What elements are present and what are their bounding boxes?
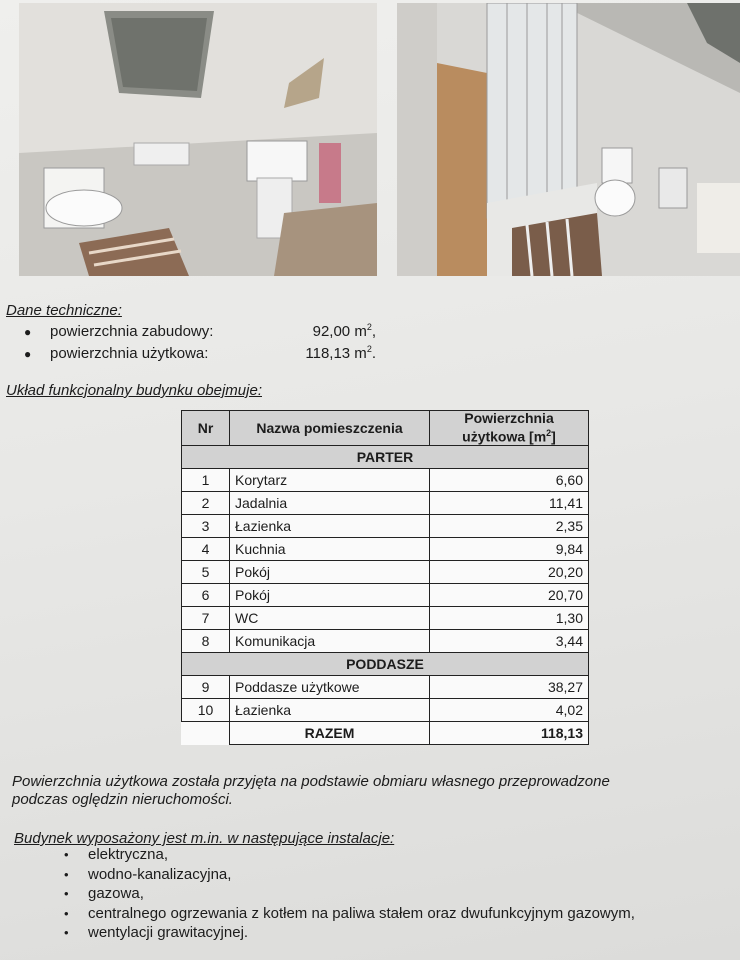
list-item: • elektryczna, (88, 845, 635, 865)
note-line-1: Powierzchnia użytkowa została przyjęta na podstawie obmiaru własnego przeprowadzone (12, 773, 610, 790)
table-row (182, 630, 589, 653)
cell-nr: 9 (182, 676, 230, 699)
cell-name: Łazienka (230, 699, 430, 722)
col-nr: Nr (182, 411, 230, 446)
table-row (182, 492, 589, 515)
total-label: RAZEM (230, 722, 430, 745)
bullet-icon: ● (24, 325, 32, 339)
layout-heading: Układ funkcjonalny budynku obejmuje: (6, 382, 262, 399)
section-row-ground: PARTER (182, 446, 589, 469)
list-item: • wentylacji grawitacyjnej. (88, 923, 635, 943)
cell-area: 6,60 (430, 469, 589, 492)
table-row (182, 538, 589, 561)
section-row-attic: PODDASZE (182, 653, 589, 676)
cell-name: Łazienka (230, 515, 430, 538)
total-value: 118,13 (430, 722, 589, 745)
bathroom-photo-left (19, 3, 377, 276)
technical-value: 92,00 $m^2$, (312, 322, 376, 340)
bathroom-photo-right (397, 3, 740, 276)
cell-area: 38,27 (430, 676, 589, 699)
cell-name: Komunikacja (230, 630, 430, 653)
col-area: Powierzchnia użytkowa $[m^2]$ (430, 411, 589, 446)
cell-name: Korytarz (230, 469, 430, 492)
cell-area: 1,30 (430, 607, 589, 630)
table-row (182, 676, 589, 699)
cell-area: 4,02 (430, 699, 589, 722)
cell-name: Poddasze użytkowe (230, 676, 430, 699)
cell-name: Kuchnia (230, 538, 430, 561)
cell-area: 3,44 (430, 630, 589, 653)
technical-heading: Dane techniczne: (6, 302, 122, 319)
cell-area: 20,70 (430, 584, 589, 607)
cell-area: 20,20 (430, 561, 589, 584)
technical-label: powierzchnia użytkowa: (50, 345, 209, 362)
cell-nr: 3 (182, 515, 230, 538)
cell-nr: 5 (182, 561, 230, 584)
table-row (182, 584, 589, 607)
cell-nr: 6 (182, 584, 230, 607)
list-item: • wodno-kanalizacyjna, (88, 865, 635, 885)
cell-nr: 4 (182, 538, 230, 561)
col-name: Nazwa pomieszczenia (230, 411, 430, 446)
cell-nr: 10 (182, 699, 230, 722)
cell-area: 2,35 (430, 515, 589, 538)
cell-area: 9,84 (430, 538, 589, 561)
table-row (182, 607, 589, 630)
cell-nr: 2 (182, 492, 230, 515)
list-item: • centralnego ogrzewania z kotłem na paliwa stałem oraz dwufunkcyjnym gazowym, (88, 904, 635, 924)
list-item: • gazowa, (88, 884, 635, 904)
cell-name: Pokój (230, 561, 430, 584)
cell-nr: 7 (182, 607, 230, 630)
bullet-icon: ● (24, 347, 32, 361)
technical-label: powierzchnia zabudowy: (50, 323, 214, 340)
technical-item (24, 322, 376, 340)
table-row (182, 515, 589, 538)
cell-name: WC (230, 607, 430, 630)
installations-list (88, 845, 635, 943)
rooms-table (181, 410, 589, 745)
technical-value: 118,13 $m^2$. (305, 344, 376, 362)
table-header-row (182, 411, 589, 446)
note-line-2: podczas oględzin nieruchomości. (12, 791, 233, 808)
cell-nr: 8 (182, 630, 230, 653)
table-row (182, 699, 589, 722)
table-row (182, 561, 589, 584)
cell-name: Pokój (230, 584, 430, 607)
table-row (182, 469, 589, 492)
cell-nr: 1 (182, 469, 230, 492)
total-row (182, 722, 589, 745)
technical-item (24, 344, 376, 362)
cell-name: Jadalnia (230, 492, 430, 515)
installations-heading: Budynek wyposażony jest m.in. w następujące instalacje: (14, 830, 395, 847)
cell-area: 11,41 (430, 492, 589, 515)
